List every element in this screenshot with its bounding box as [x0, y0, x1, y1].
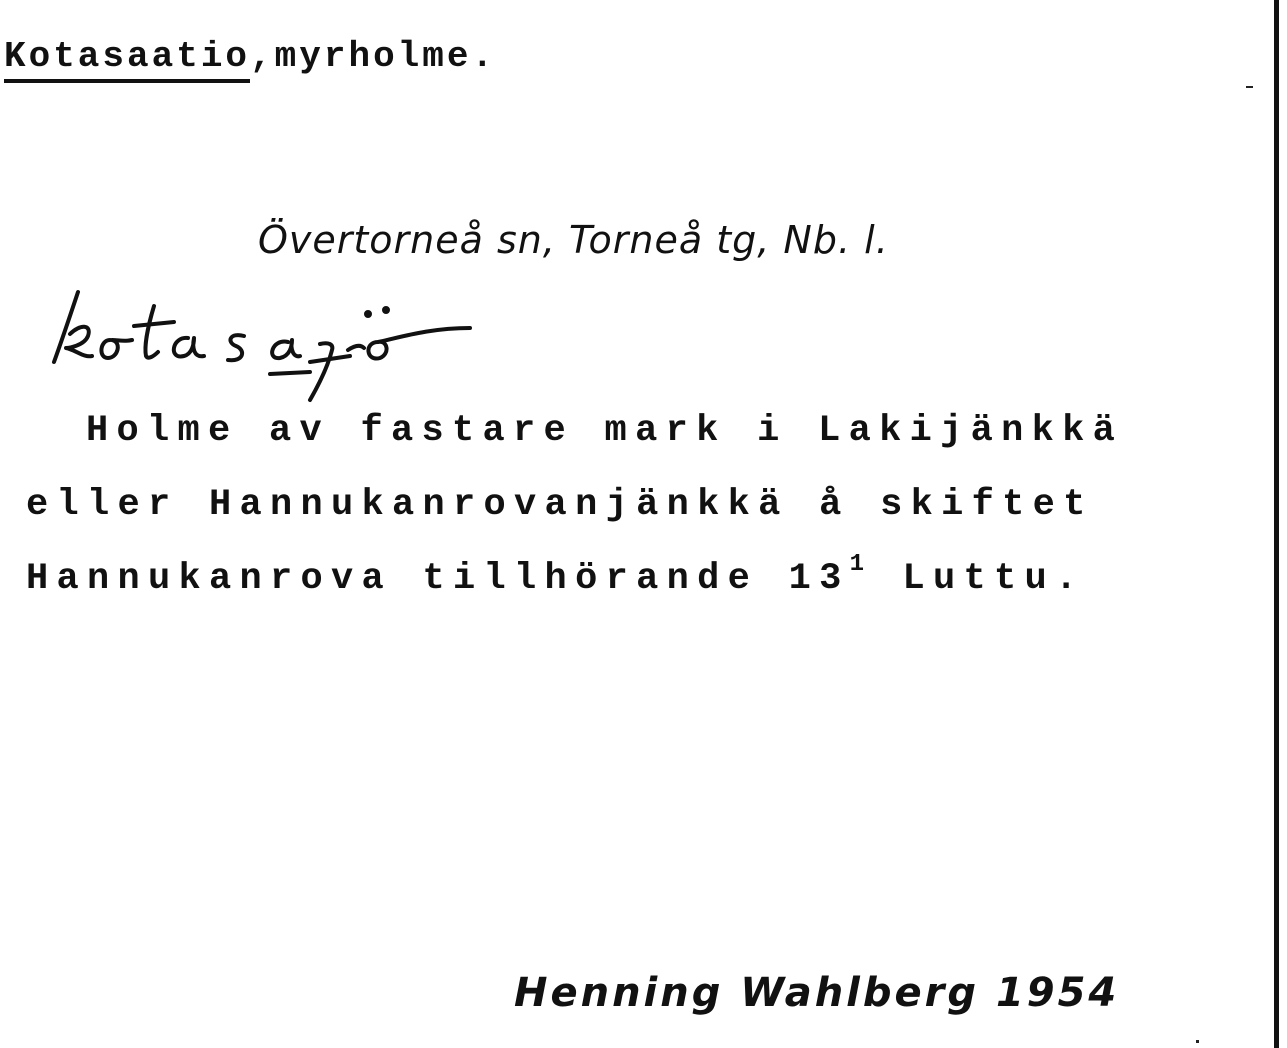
- scan-speck: [1246, 86, 1253, 88]
- handwritten-form: [48, 270, 508, 410]
- parish-line: Övertorneå sn, Torneå tg, Nb. l.: [258, 218, 889, 262]
- headword-line: [4, 36, 496, 77]
- headword: Kotasaatio: [4, 36, 250, 83]
- body-line-3-superscript: 1: [849, 551, 873, 578]
- body-line-2: eller Hannukanrovanjänkkä å skiftet: [26, 484, 1094, 526]
- body-line-3-tail: Luttu.: [872, 558, 1086, 600]
- card-edge-border: [1274, 0, 1279, 1048]
- scan-speck: [1196, 1040, 1199, 1043]
- body-line-3-text: Hannukanrova tillhörande 13: [26, 558, 850, 600]
- headword-suffix: ,myrholme.: [250, 36, 497, 77]
- collector-signature: Henning Wahlberg 1954: [514, 970, 1120, 1016]
- body-line-1: Holme av fastare mark i Lakijänkkä: [86, 410, 1124, 452]
- body-line-3: [26, 551, 1086, 600]
